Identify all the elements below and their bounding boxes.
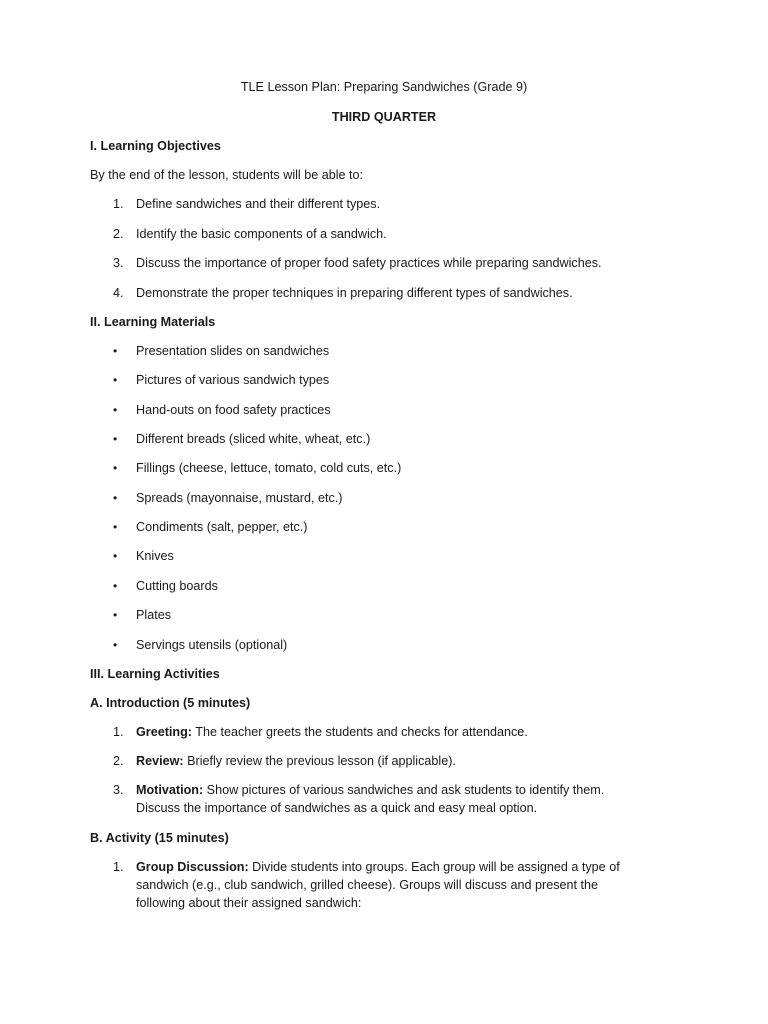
list-number: 2. — [113, 754, 124, 768]
material-item: Knives — [136, 549, 174, 563]
introduction-heading: A. Introduction (5 minutes) — [90, 696, 251, 710]
introduction-item — [136, 781, 604, 799]
material-item: Fillings (cheese, lettuce, tomato, cold cuts, etc.) — [136, 461, 402, 475]
material-item: Presentation slides on sandwiches — [136, 344, 330, 358]
bullet-icon: • — [113, 403, 118, 417]
material-item: Plates — [136, 608, 172, 622]
activity-item-continued: following about their assigned sandwich: — [136, 896, 362, 910]
material-item: Cutting boards — [136, 579, 218, 593]
list-number: 1. — [113, 860, 124, 874]
activities-heading: III. Learning Activities — [90, 667, 220, 681]
bullet-icon: • — [113, 579, 118, 593]
material-item: Spreads (mayonnaise, mustard, etc.) — [136, 491, 343, 505]
material-item: Different breads (sliced white, wheat, etc.) — [136, 432, 371, 446]
item-text: The teacher greets the students and checks for attendance. — [191, 725, 528, 739]
objectives-intro: By the end of the lesson, students will be able to: — [90, 168, 364, 182]
list-number: 3. — [113, 256, 124, 270]
item-text: Divide students into groups. Each group will be assigned a type of — [248, 860, 620, 874]
quarter-heading: THIRD QUARTER — [331, 110, 437, 124]
item-label: Group Discussion: — [136, 860, 249, 874]
bullet-icon: • — [113, 520, 118, 534]
material-item: Servings utensils (optional) — [136, 638, 288, 652]
bullet-icon: • — [113, 549, 118, 563]
item-label: Motivation: — [136, 783, 204, 797]
materials-heading: II. Learning Materials — [90, 315, 216, 329]
bullet-icon: • — [113, 344, 118, 358]
objective-item: Define sandwiches and their different types. — [136, 197, 381, 211]
material-item: Pictures of various sandwich types — [136, 373, 330, 387]
item-label: Review: — [136, 754, 184, 768]
bullet-icon: • — [113, 461, 118, 475]
list-number: 1. — [113, 725, 124, 739]
objectives-heading: I. Learning Objectives — [90, 139, 221, 153]
introduction-item — [136, 723, 528, 741]
material-item: Hand-outs on food safety practices — [136, 403, 331, 417]
list-number: 1. — [113, 197, 124, 211]
material-item: Condiments (salt, pepper, etc.) — [136, 520, 308, 534]
introduction-item — [136, 752, 456, 770]
activity-item-continued: sandwich (e.g., club sandwich, grilled cheese). Groups will discuss and present the — [136, 878, 599, 892]
bullet-icon: • — [113, 373, 118, 387]
list-number: 3. — [113, 783, 124, 797]
document-title: TLE Lesson Plan: Preparing Sandwiches (Grade 9) — [240, 80, 528, 94]
item-text: Briefly review the previous lesson (if applicable). — [183, 754, 456, 768]
list-number: 2. — [113, 227, 124, 241]
objective-item: Demonstrate the proper techniques in preparing different types of sandwiches. — [136, 286, 573, 300]
bullet-icon: • — [113, 432, 118, 446]
activity-heading: B. Activity (15 minutes) — [90, 831, 229, 845]
bullet-icon: • — [113, 608, 118, 622]
bullet-icon: • — [113, 638, 118, 652]
objective-item: Discuss the importance of proper food safety practices while preparing sandwiches. — [136, 256, 602, 270]
introduction-item-continued: Discuss the importance of sandwiches as a quick and easy meal option. — [136, 801, 538, 815]
item-text: Show pictures of various sandwiches and ask students to identify them. — [203, 783, 605, 797]
bullet-icon: • — [113, 491, 118, 505]
item-label: Greeting: — [136, 725, 192, 739]
objective-item: Identify the basic components of a sandwich. — [136, 227, 387, 241]
activity-item — [136, 858, 620, 876]
list-number: 4. — [113, 286, 124, 300]
